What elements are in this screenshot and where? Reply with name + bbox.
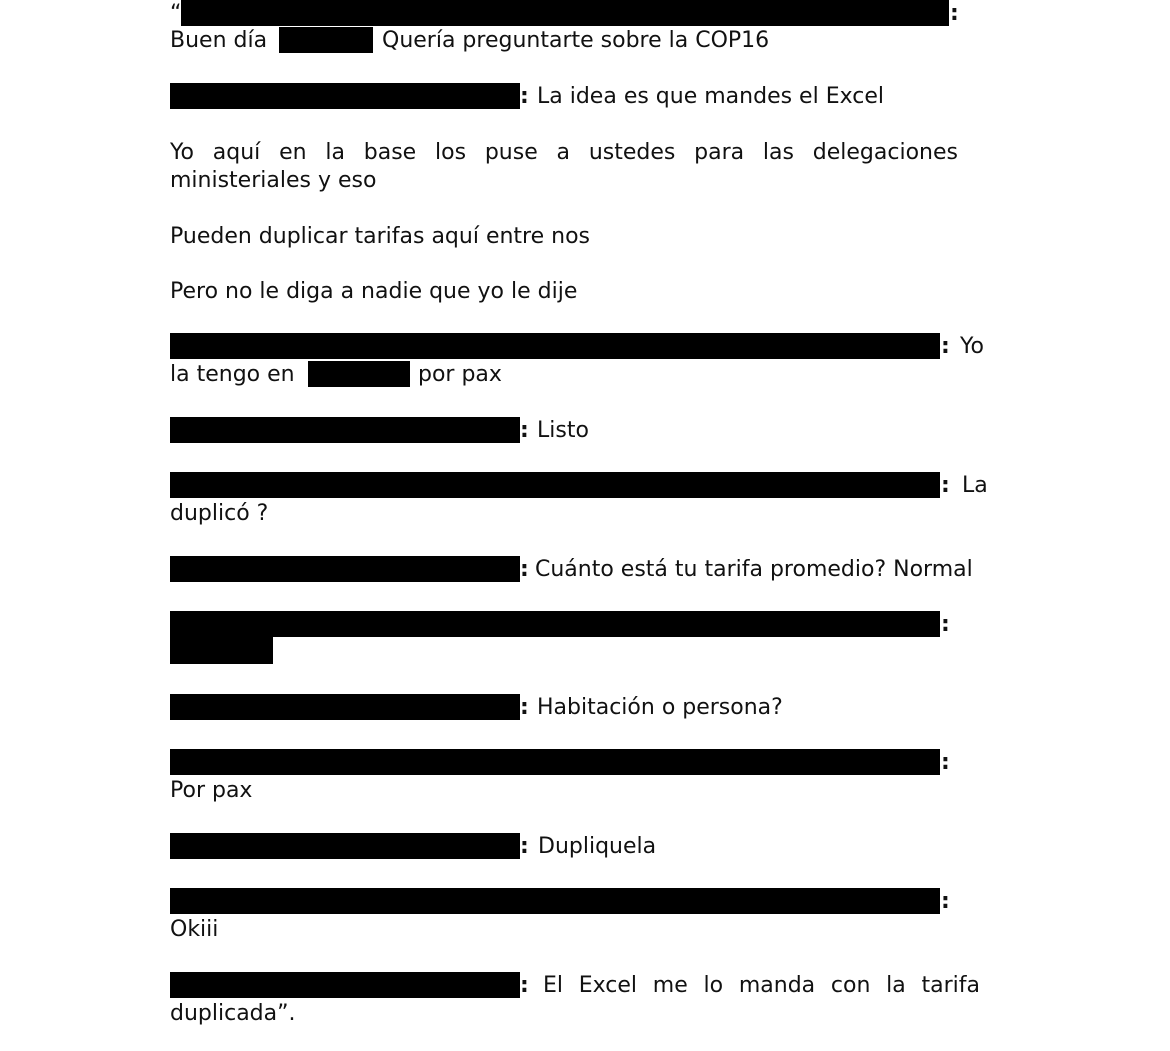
speaker-colon: :: [520, 557, 529, 582]
message-text: Cuánto está tu tarifa promedio? Normal: [535, 557, 973, 582]
redaction-bar: [181, 0, 949, 26]
speaker-colon: :: [941, 612, 950, 637]
message-text: Pueden duplicar tarifas aquí entre nos: [170, 224, 591, 249]
redaction-bar: [170, 888, 940, 914]
message-text: La idea es que mandes el Excel: [537, 84, 884, 109]
speaker-colon: :: [520, 695, 529, 720]
message-text: ministeriales y eso: [170, 168, 377, 193]
message-text: Yo aquí en la base los puse a ustedes para las delegaciones: [170, 140, 958, 165]
message-text: la tengo en: [170, 362, 295, 387]
redaction-bar: [170, 417, 520, 443]
redaction-bar: [170, 833, 520, 859]
open-quote: “: [170, 1, 182, 26]
message-text: por pax: [418, 362, 502, 387]
redaction-bar: [170, 556, 520, 582]
message-text: Yo: [960, 334, 984, 359]
message-text: Quería preguntarte sobre la COP16: [382, 28, 770, 53]
message-text: duplicada”.: [170, 1001, 296, 1026]
message-text: Dupliquela: [538, 834, 657, 859]
message-text: Pero no le diga a nadie que yo le dije: [170, 279, 578, 304]
message-text: La: [962, 473, 988, 498]
redaction-bar: [170, 972, 520, 998]
message-text: Listo: [537, 418, 589, 443]
speaker-colon: :: [520, 973, 529, 998]
redaction-bar: [170, 83, 520, 109]
speaker-colon: :: [520, 418, 529, 443]
redaction-bar: [308, 361, 410, 387]
message-text: duplicó ?: [170, 501, 269, 526]
message-text: Buen día: [170, 28, 268, 53]
speaker-colon: :: [941, 889, 950, 914]
redaction-bar: [170, 749, 940, 775]
redaction-bar: [170, 637, 273, 664]
speaker-colon: :: [941, 473, 950, 498]
speaker-colon: :: [520, 834, 529, 859]
speaker-colon: :: [950, 1, 959, 26]
speaker-colon: :: [941, 334, 950, 359]
redaction-bar: [279, 27, 373, 53]
message-text: Habitación o persona?: [537, 695, 783, 720]
message-text: Okiii: [170, 917, 219, 942]
message-text: El Excel me lo manda con la tarifa: [543, 973, 980, 998]
message-text: Por pax: [170, 778, 253, 803]
speaker-colon: :: [941, 750, 950, 775]
redaction-bar: [170, 472, 940, 498]
redaction-bar: [170, 611, 940, 637]
speaker-colon: :: [520, 84, 529, 109]
redaction-bar: [170, 333, 940, 359]
redaction-bar: [170, 694, 520, 720]
